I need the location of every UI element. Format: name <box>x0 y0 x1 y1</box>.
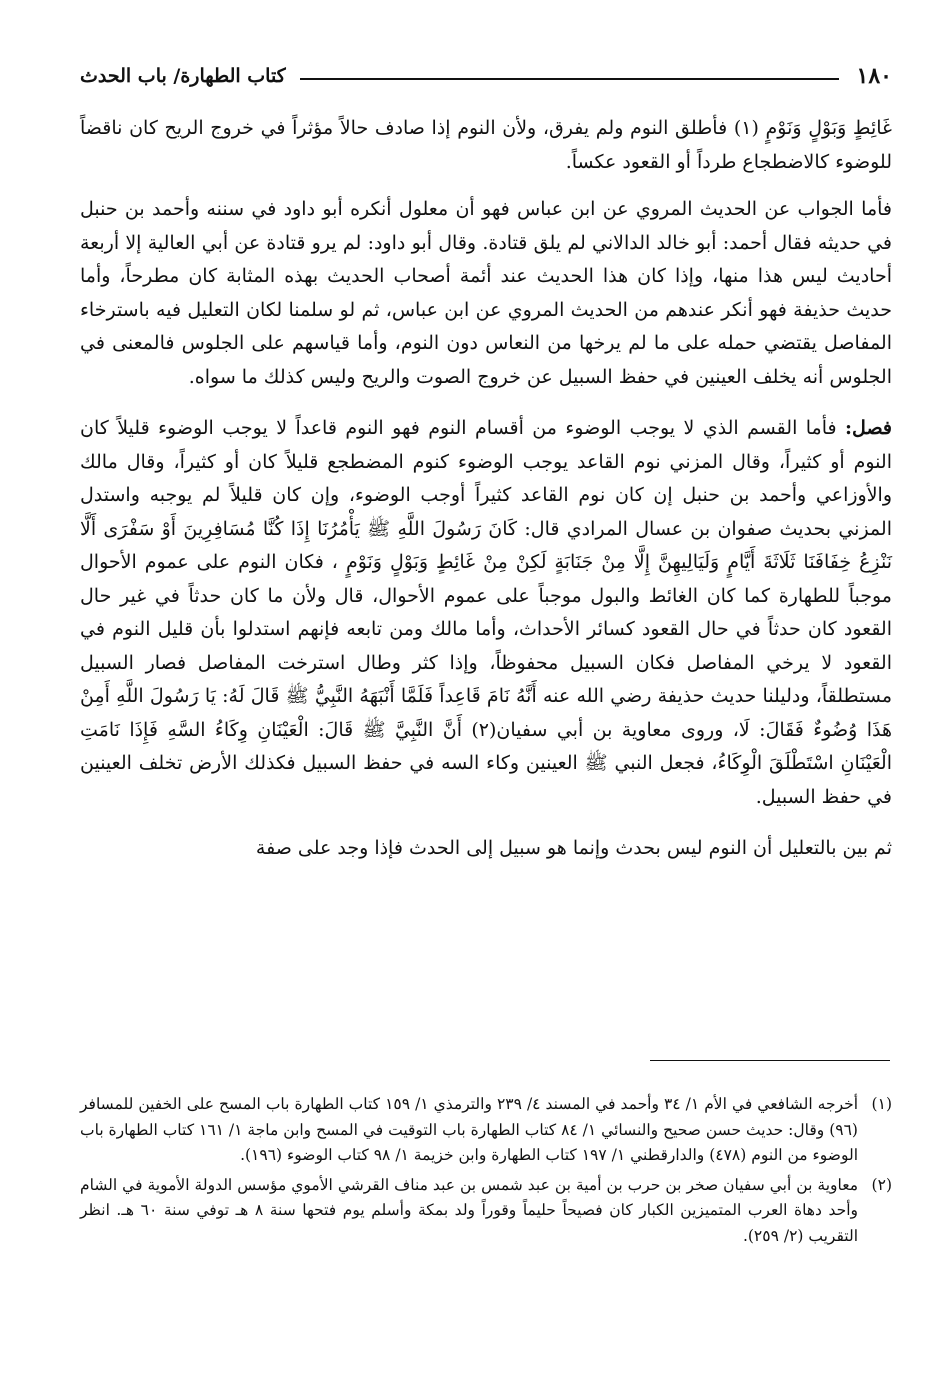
paragraph-4 <box>80 832 892 866</box>
footnote-1-text: أخرجه الشافعي في الأم ١/ ٣٤ وأحمد في المسند ٤/ ٢٣٩ والترمذي ١/ ١٥٩ كتاب الطهارة باب المسح على الخفين للمسافر (٩٦) وقال: حديث حسن صحيح والنسائي ١/ ٨٤ كتاب الطهارة باب التوقيت في المسح وابن ماجة ١/ ١٦١ كتاب الطهارة باب الوضوء من النوم (٤٧٨) والدارقطني ١/ ١٩٧ كتاب الطهارة وابن خزيمة ١/ ٩٨ كتاب الوضوء (١٩٦). <box>80 1095 859 1164</box>
hadith-quote-2: أَنَّهُ نَامَ قَاعِداً فَلَمَّا أَنْبَهَهُ النَّبِيُّ ﷺ قَالَ لَهُ: يَا رَسُولَ اللَّهِ أَمِنْ هَذَا وُضُوءٌ فَقَالَ: لَا، <box>80 685 892 741</box>
section-label-fasl: فصل: <box>845 417 893 439</box>
paragraph-1-text: غَائِطٍ وَبَوْلٍ وَنَوْمٍ (١) فأطلق النوم ولم يفرق، ولأن النوم إذا صادف حالاً مؤثراً في خروج الريح كان ناقضاً للوضوء كالاضطجاع طرداً أو القعود عكساً. <box>80 117 892 173</box>
paragraph-3-text-b: ، فكان النوم على عموم الأحوال موجباً للطهارة كما كان الغائط والبول موجباً على عموم الأحوال، قال ولأن ما كان حدثاً في غير حال القعود كان حدثاً في حال القعود كسائر الأحداث، وأما مالك ومن تابعه فإنهم استدلوا بأن قليل النوم في القعود لا يرخي المفاصل فكان السبيل محفوظاً، وإذا كثر وطال استرخت المفاصل فصار السبيل مستطلقاً، ودليلنا حديث حذيفة رضي الله عنه <box>80 551 892 707</box>
paragraph-2-text: فأما الجواب عن الحديث المروي عن ابن عباس فهو أن معلول أنكره أبو داود في سننه وأحمد بن حنبل في حديثه فقال أحمد: أبو خالد الدالاني لم يلق قتادة. وقال أبو داود: لم يرو قتادة عن أبي العالية إلا أربعة أحاديث ليس هذا منها، وإذا كان هذا الحديث عند أئمة أصحاب الحديث بهذه المثابة كان مطرحاً، وأما حديث حذيفة فهو أنكر عندهم من الحديث المروي عن ابن عباس، ثم لو سلمنا لكان التعليل فيه باسترخاء المفاصل يقتضي حمله على ما لم يرخها من النعاس دون النوم، وأما قياسهم على الجلوس فالمعنى في الجلوس أنه يخلف العينين في حفظ السبيل عن خروج الصوت والريح وليس كذلك ما سواه. <box>80 198 892 388</box>
paragraph-3-text-a: فأما القسم الذي لا يوجب الوضوء من أقسام النوم فهو النوم قاعداً لا يوجب الوضوء قليلاً كان النوم أو كثيراً، وقال المزني نوم القاعد يوجب الوضوء كنوم المضطجع قليلاً كان أو كثيراً، وقال مالك والأوزاعي وأحمد بن حنبل إن كان نوم القاعد كثيراً أوجب الوضوء، وإن كان قليلاً لم يوجبه واستدل المزني بحديث صفوان بن عسال المرادي قال: <box>80 417 892 540</box>
paragraph-3-text-d: فجعل النبي ﷺ العينين وكاء السه في حفظ السبيل فكذلك الأرض تخلف العينين في حفظ السبيل. <box>80 752 892 808</box>
paragraph-4-text: ثم بين بالتعليل أن النوم ليس بحدث وإنما هو سبيل إلى الحدث فإذا وجد على صفة <box>255 837 892 859</box>
footnote-1-number: (١) <box>871 1095 892 1113</box>
hadith-quote-3: أَنَّ النَّبِيَّ ﷺ قَالَ: الْعَيْنَانِ وِكَاءُ السَّهِ فَإِذَا نَامَتِ الْعَيْنَانِ اسْتَطْلَقَ الْوِكَاءُ، <box>80 718 892 774</box>
footnote-divider <box>650 1060 890 1061</box>
paragraph-2 <box>80 193 892 394</box>
footnote-2-text: معاوية بن أبي سفيان صخر بن حرب بن أمية بن عبد شمس بن عبد مناف القرشي الأموي مؤسس الدولة الأموية في الشام وأحد دهاة العرب المتميزين الكبار كان فصيحاً حليماً وقوراً ولد بمكة وأسلم يوم فتحها سنة ٨ هـ توفي سنة ٦٠ هـ. انظر التقريب (٢/ ٢٥٩). <box>80 1175 858 1245</box>
main-text <box>80 112 892 884</box>
running-header <box>80 56 892 96</box>
paragraph-1 <box>80 112 892 179</box>
paragraph-3 <box>80 412 892 814</box>
footnote-2 <box>80 1173 892 1250</box>
paragraph-3-text-c: وروى معاوية بن أبي سفيان(٢) <box>471 718 724 741</box>
footnote-1 <box>80 1092 892 1169</box>
footnotes <box>80 1092 892 1253</box>
page-number: ١٨٠ <box>856 63 892 89</box>
header-rule <box>300 78 839 80</box>
running-title: كتاب الطهارة/ باب الحدث <box>80 65 286 87</box>
hadith-quote-1: كَانَ رَسُولَ اللَّهِ ﷺ يَأْمُرُنَا إِذَا كُنَّا مُسَافِرِينَ أَوْ سَفْرَى أَلَّا نَنْزِعُ خِفَافَنَا ثَلَاثَةَ أَيَّامٍ وَلَيَالِيهِنَّ إِلَّا مِنْ جَنَابَةٍ لَكِنْ مِنْ غَائِطٍ وَبَوْلٍ وَنَوْمٍ <box>80 517 892 573</box>
footnote-2-number: (٢) <box>871 1175 892 1194</box>
